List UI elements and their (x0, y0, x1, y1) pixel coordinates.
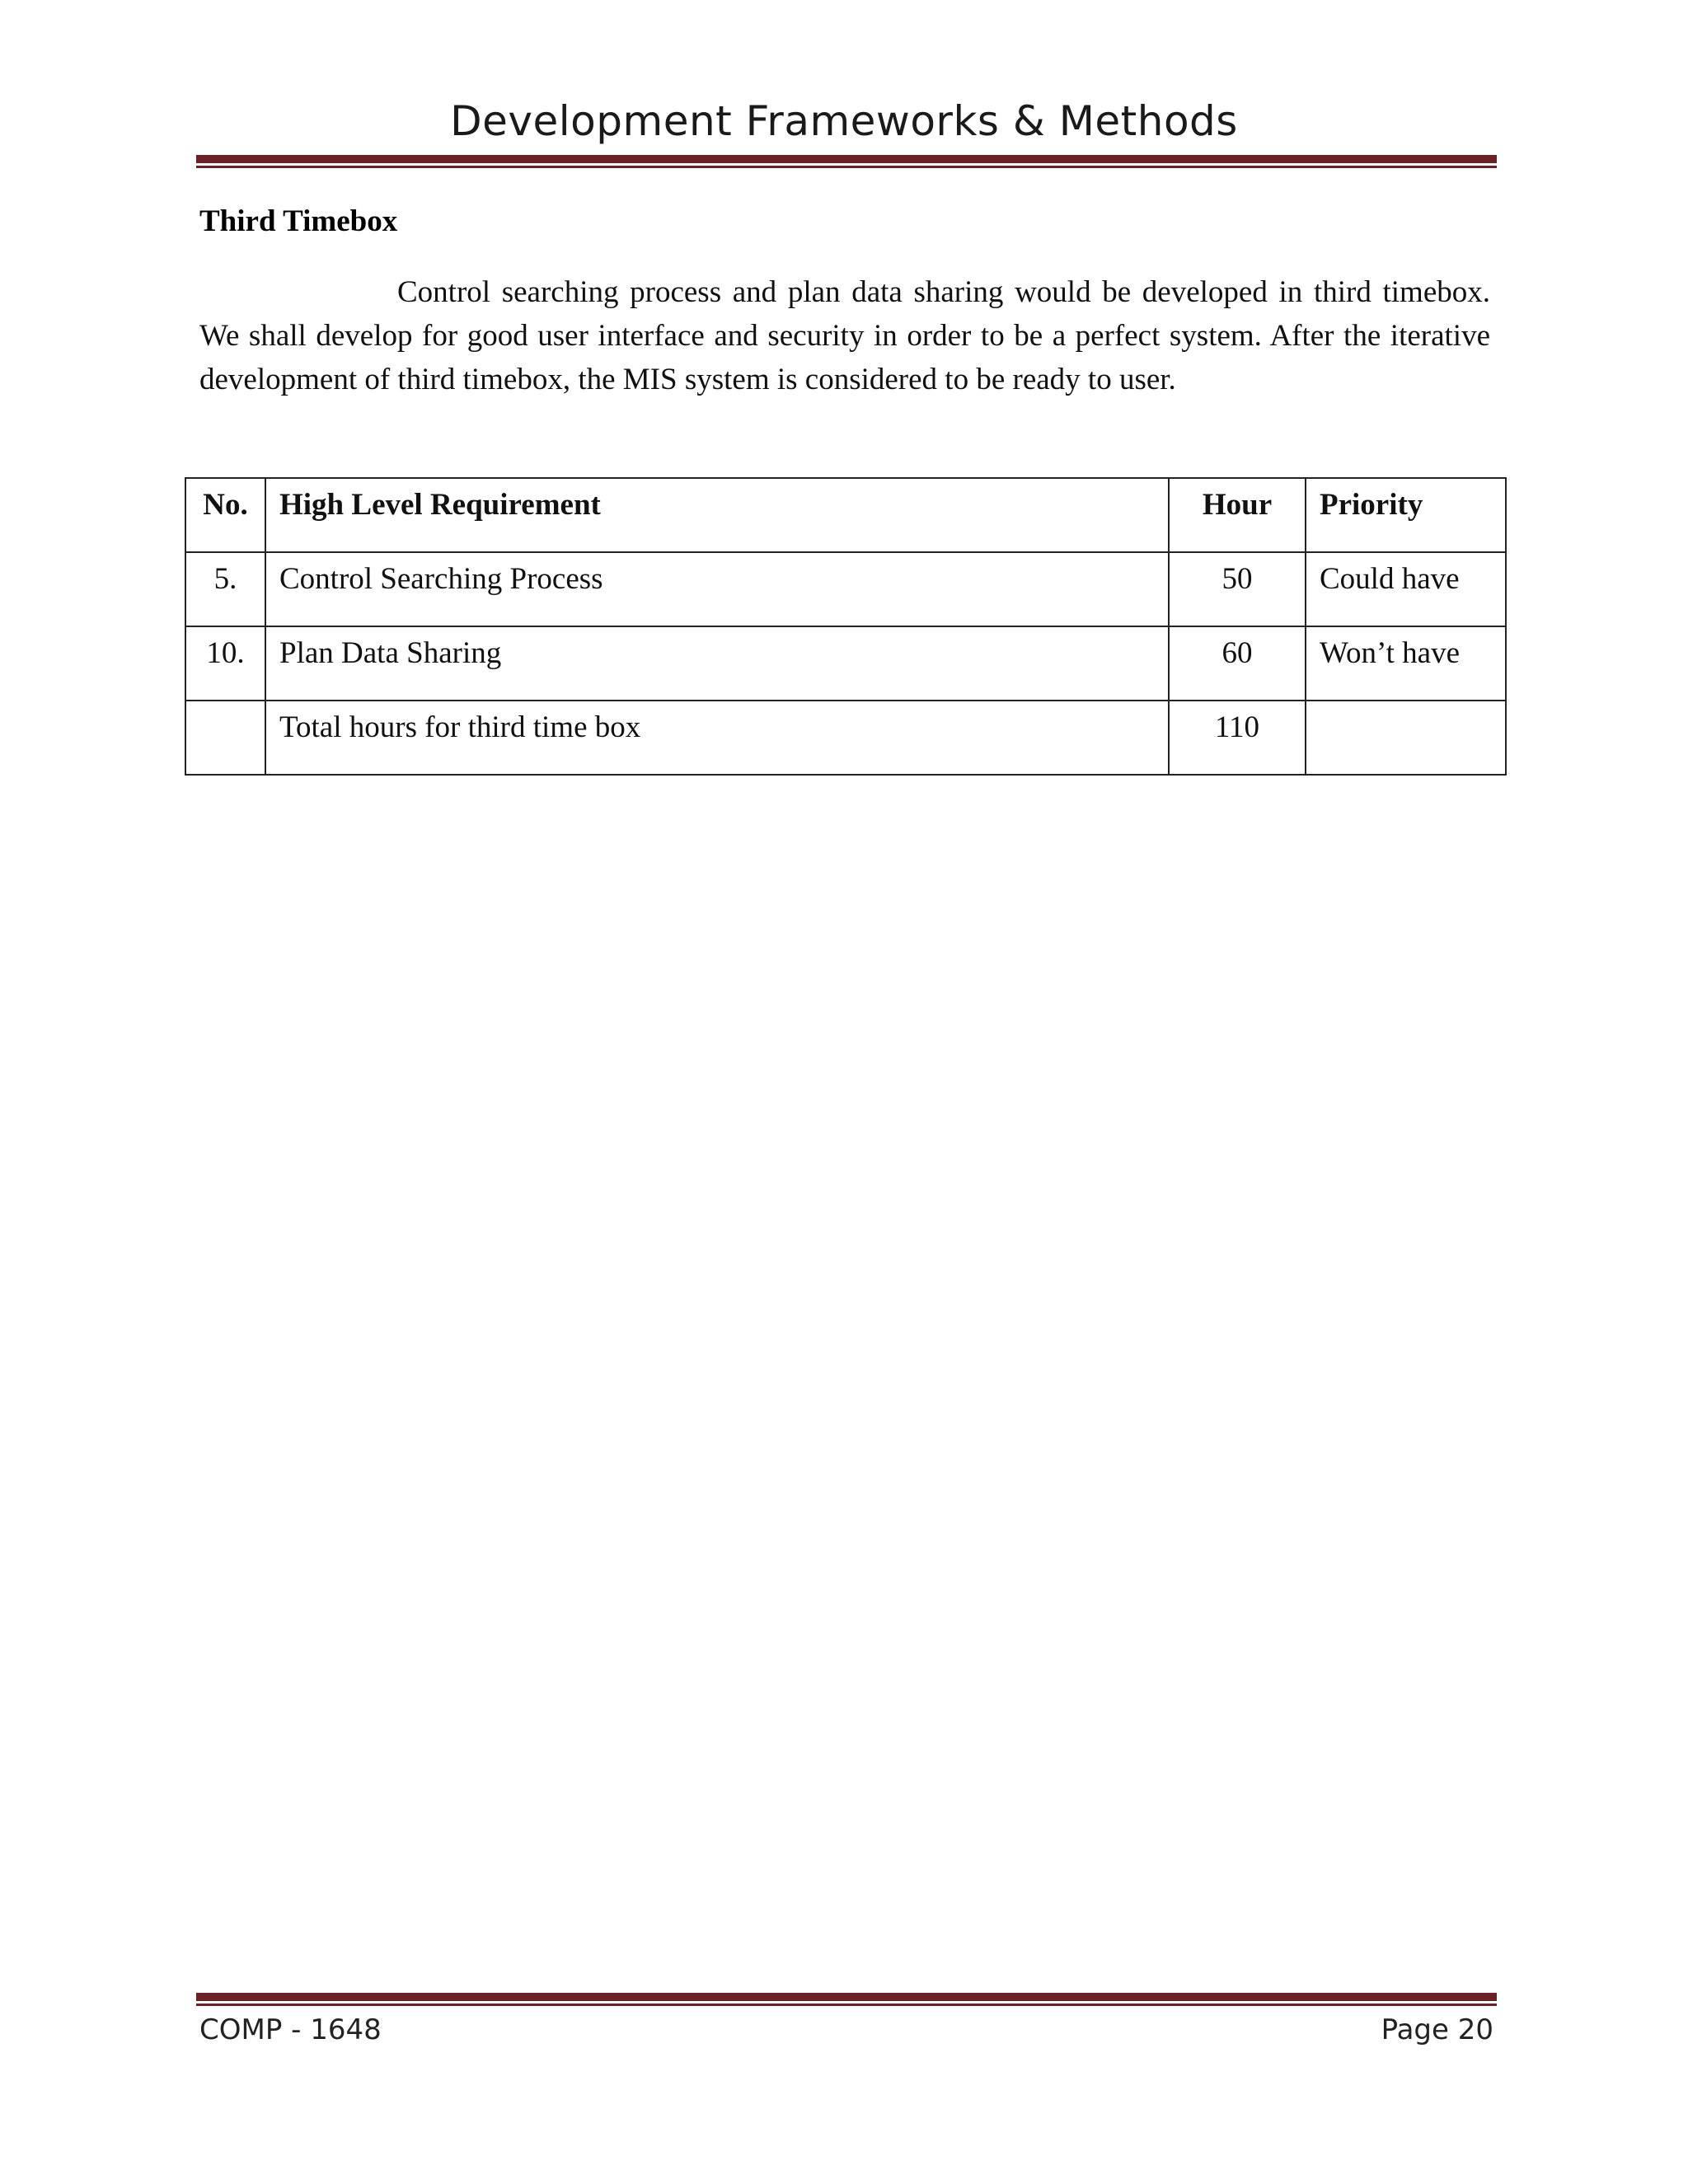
total-priority-empty (1306, 701, 1506, 775)
page-header-title: Development Frameworks & Methods (450, 97, 1238, 145)
total-label: Total hours for third time box (265, 701, 1169, 775)
row-no: 5. (185, 552, 265, 626)
row-requirement: Plan Data Sharing (265, 626, 1169, 701)
body-paragraph: Control searching process and plan data sharing would be developed in third timebox. We shall develop for good user interface and security in order to be a perfect system. After the iterative development of third timebox, the MIS system is considered to be ready to user. (199, 275, 1490, 396)
footer-rule-thin (196, 2004, 1497, 2006)
header-rule-thick (196, 155, 1497, 163)
row-hour: 60 (1169, 626, 1306, 701)
row-no: 10. (185, 626, 265, 701)
header-priority: Priority (1306, 478, 1506, 552)
requirements-table (185, 477, 1507, 776)
table-row (185, 552, 1506, 626)
total-no-empty (185, 701, 265, 775)
footer-course-code: COMP - 1648 (199, 2013, 382, 2046)
row-requirement: Control Searching Process (265, 552, 1169, 626)
row-hour: 50 (1169, 552, 1306, 626)
footer-rule-thick (196, 1993, 1497, 2001)
header-no: No. (185, 478, 265, 552)
section-heading: Third Timebox (199, 204, 398, 238)
table-row (185, 626, 1506, 701)
row-priority: Could have (1306, 552, 1506, 626)
header-rule-thin (196, 166, 1497, 168)
header-hour: Hour (1169, 478, 1306, 552)
footer-page-number: Page 20 (1381, 2013, 1493, 2046)
table-total-row (185, 701, 1506, 775)
total-hour: 110 (1169, 701, 1306, 775)
header-requirement: High Level Requirement (265, 478, 1169, 552)
row-priority: Won’t have (1306, 626, 1506, 701)
table-header-row (185, 478, 1506, 552)
